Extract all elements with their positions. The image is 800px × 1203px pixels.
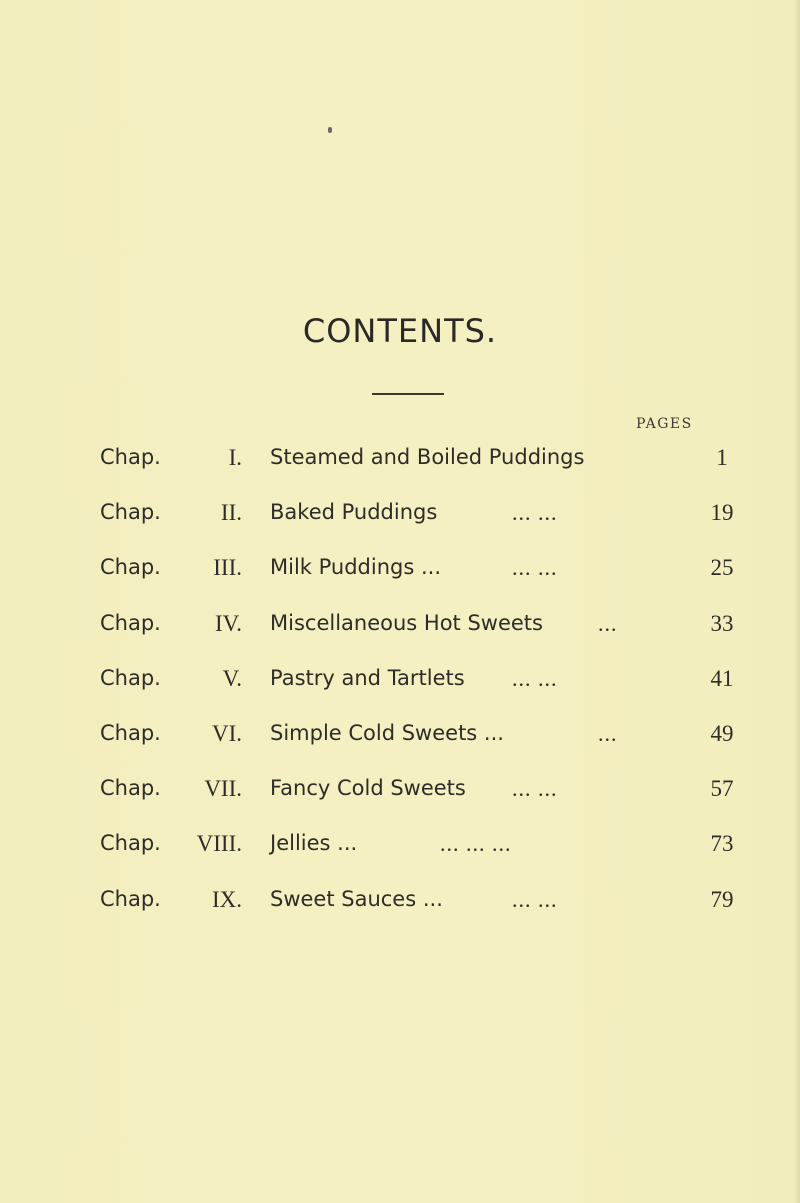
chapter-word: Chap. xyxy=(100,721,161,745)
page-edge-shadow xyxy=(794,0,800,1203)
toc-row xyxy=(0,555,800,595)
chapter-title: Jellies ... xyxy=(270,831,358,855)
page-number: 49 xyxy=(710,721,734,746)
chapter-number: VI. xyxy=(211,721,242,746)
toc-row xyxy=(0,887,800,927)
page-number: 19 xyxy=(710,500,734,525)
chapter-title: Simple Cold Sweets ... xyxy=(270,721,504,745)
chapter-word: Chap. xyxy=(100,887,161,911)
chapter-word: Chap. xyxy=(100,500,161,524)
chapter-number: V. xyxy=(222,666,242,691)
page-number: 1 xyxy=(716,445,728,470)
leader-dots: ... xyxy=(598,611,618,636)
toc-row xyxy=(0,666,800,706)
chapter-word: Chap. xyxy=(100,611,161,635)
title-rule xyxy=(372,393,444,395)
chapter-number: VIII. xyxy=(196,831,242,856)
chapter-title: Baked Puddings xyxy=(270,500,438,524)
page-number: 79 xyxy=(710,887,734,912)
ink-speck xyxy=(328,127,332,133)
toc-row xyxy=(0,776,800,816)
page-title: CONTENTS. xyxy=(302,312,498,350)
leader-dots: ... ... xyxy=(512,666,558,691)
page-number: 33 xyxy=(710,611,734,636)
chapter-number: VII. xyxy=(204,776,242,801)
leader-dots: ... xyxy=(598,721,618,746)
leader-dots: ... ... xyxy=(512,887,558,912)
chapter-number: IX. xyxy=(211,887,242,912)
chapter-title: Miscellaneous Hot Sweets xyxy=(270,611,543,635)
toc-row xyxy=(0,831,800,871)
chapter-title: Fancy Cold Sweets xyxy=(270,776,466,800)
toc-row xyxy=(0,721,800,761)
chapter-word: Chap. xyxy=(100,445,161,469)
pages-column-label: PAGES xyxy=(636,416,693,432)
toc-row xyxy=(0,500,800,540)
chapter-word: Chap. xyxy=(100,555,161,579)
leader-dots: ... ... xyxy=(512,500,558,525)
leader-dots: ... ... ... xyxy=(440,831,512,856)
chapter-title: Sweet Sauces ... xyxy=(270,887,443,911)
leader-dots: ... ... xyxy=(512,776,558,801)
chapter-word: Chap. xyxy=(100,666,161,690)
chapter-title: Pastry and Tartlets xyxy=(270,666,465,690)
chapter-number: IV. xyxy=(214,611,242,636)
chapter-word: Chap. xyxy=(100,776,161,800)
chapter-title: Steamed and Boiled Puddings xyxy=(270,445,585,469)
page-number: 57 xyxy=(710,776,734,801)
leader-dots: ... ... xyxy=(512,555,558,580)
chapter-number: I. xyxy=(228,445,242,470)
toc-row xyxy=(0,445,800,485)
chapter-number: II. xyxy=(220,500,242,525)
page-number: 41 xyxy=(710,666,734,691)
page-number: 73 xyxy=(710,831,734,856)
chapter-number: III. xyxy=(213,555,242,580)
page-number: 25 xyxy=(710,555,734,580)
chapter-title: Milk Puddings ... xyxy=(270,555,442,579)
chapter-word: Chap. xyxy=(100,831,161,855)
toc-row xyxy=(0,611,800,651)
